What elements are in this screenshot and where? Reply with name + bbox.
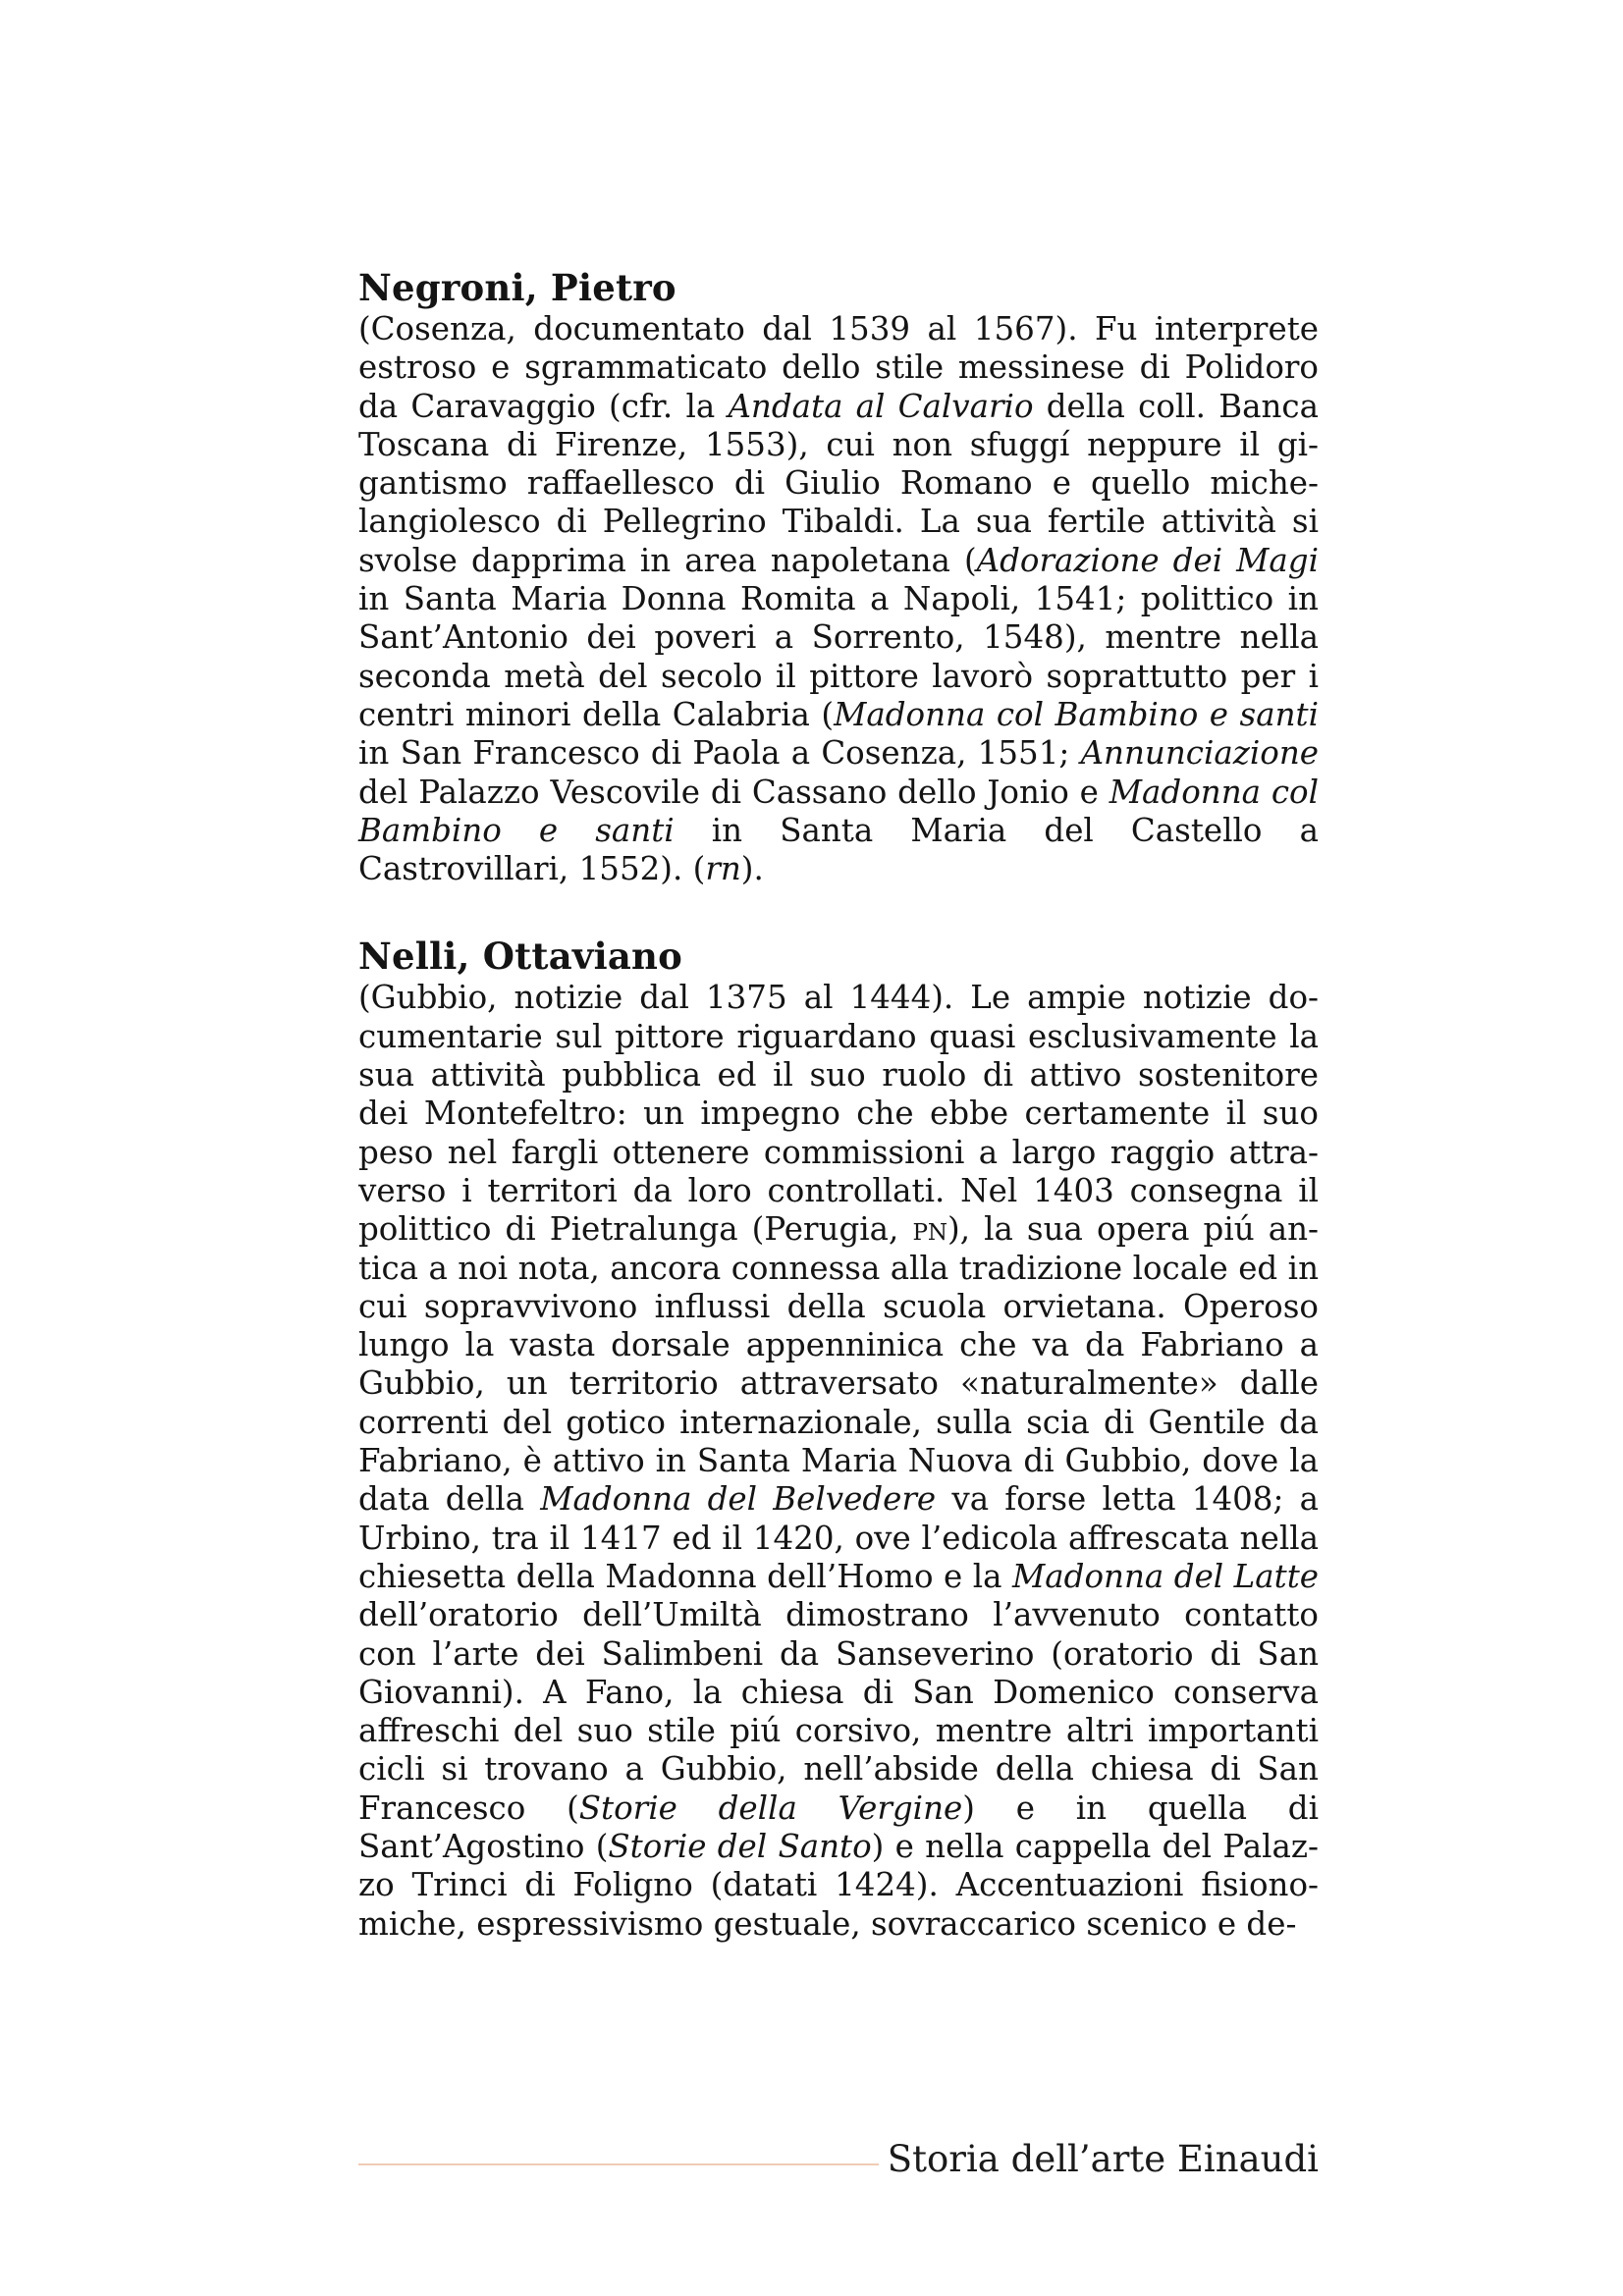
text-run: ) e nella cappella del Palazzo Trinci di Foligno (datati 1424). Accentuazioni fisionomiche, espressivismo gestuale, sovraccarico scenico e de- <box>358 1827 1319 1943</box>
text-run: ) e in quella di Sant’Agostino ( <box>358 1789 1319 1865</box>
footer-publisher-text: Storia dell’arte Einaudi <box>887 2138 1319 2180</box>
italic-title: Adorazione dei Magi <box>976 541 1319 579</box>
text-run: ), la sua opera piú antica a noi nota, ancora connessa alla tradizione locale ed in cui sopravvivono influssi della scuola orvietana. Operoso lungo la vasta dorsale appenninica che va da Fabriano a Gubbio, un territorio attraversato «naturalmente» dalle correnti del gotico internazionale, sulla scia di Gentile da Fabriano, è attivo in Santa Maria Nuova di Gubbio, dove la data della <box>358 1210 1319 1519</box>
italic-title: Andata al Calvario <box>728 387 1034 425</box>
italic-title: Annunciazione <box>1080 734 1319 773</box>
text-run: in Santa Maria Donna Romita a Napoli, 1541; polittico in Sant’Antonio dei poveri a Sorrento, 1548), mentre nella seconda metà del secolo il pittore lavorò soprattutto per i centri minori della Calabria ( <box>358 580 1319 733</box>
entry-title: Negroni, Pietro <box>358 266 676 309</box>
entry-body <box>358 979 1319 1943</box>
entry-title: Nelli, Ottaviano <box>358 934 682 979</box>
entry-nelli <box>358 935 1319 1943</box>
italic-title: Storie del Santo <box>608 1827 872 1865</box>
text-run: della coll. Banca Toscana di Firenze, 1553), cui non sfuggí neppure il gigantismo raffaellesco di Giulio Romano e quello michelangiolesco di Pellegrino Tibaldi. La sua fertile attività si svolse dapprima in area napoletana ( <box>358 387 1319 579</box>
text-run: va forse letta 1408; a Urbino, tra il 1417 ed il 1420, ove l’edicola affrescata nella chiesetta della Madonna dell’Homo e la <box>358 1480 1319 1595</box>
italic-title: rn <box>705 850 741 888</box>
entry-negroni <box>358 267 1319 888</box>
text-run: in San Francesco di Paola a Cosenza, 1551; <box>358 734 1081 773</box>
italic-title: Madonna col Bambino e santi <box>358 773 1319 849</box>
italic-title: Madonna del Belvedere <box>540 1480 937 1519</box>
text-run: (Cosenza, documentato dal 1539 al 1567). Fu interprete estroso e sgrammaticato dello stile messinese di Polidoro da Caravaggio (cfr. la <box>358 310 1319 425</box>
text-run: ). <box>740 850 764 888</box>
text-run: (Gubbio, notizie dal 1375 al 1444). Le ampie notizie documentarie sul pittore riguardano quasi esclusivamente la sua attività pubblica ed il suo ruolo di attivo sostenitore dei Montefeltro: un impegno che ebbe certamente il suo peso nel fargli ottenere commissioni a largo raggio attraverso i territori da loro controllati. Nel 1403 consegna il polittico di Pietralunga (Perugia, <box>358 979 1319 1249</box>
text-run: dell’oratorio dell’Umiltà dimostrano l’avvenuto contatto con l’arte dei Salimbeni da Sanseverino (oratorio di San Giovanni). A Fano, la chiesa di San Domenico conserva affreschi del suo stile piú corsivo, mentre altri importanti cicli si trovano a Gubbio, nell’abside della chiesa di San Francesco ( <box>358 1596 1319 1827</box>
text-run: in Santa Maria del Castello a Castrovillari, 1552). ( <box>358 811 1319 888</box>
page-footer <box>358 2136 1319 2185</box>
italic-title: Madonna col Bambino e santi <box>834 695 1319 733</box>
page-content <box>358 267 1319 1944</box>
italic-title: Madonna del Latte <box>1012 1557 1319 1595</box>
text-run: del Palazzo Vescovile di Cassano dello Jonio e <box>358 773 1109 811</box>
footer-rule <box>358 2163 879 2165</box>
abbreviation: pn <box>912 1210 948 1249</box>
entry-body <box>358 310 1319 888</box>
italic-title: Storie della Vergine <box>578 1789 963 1827</box>
